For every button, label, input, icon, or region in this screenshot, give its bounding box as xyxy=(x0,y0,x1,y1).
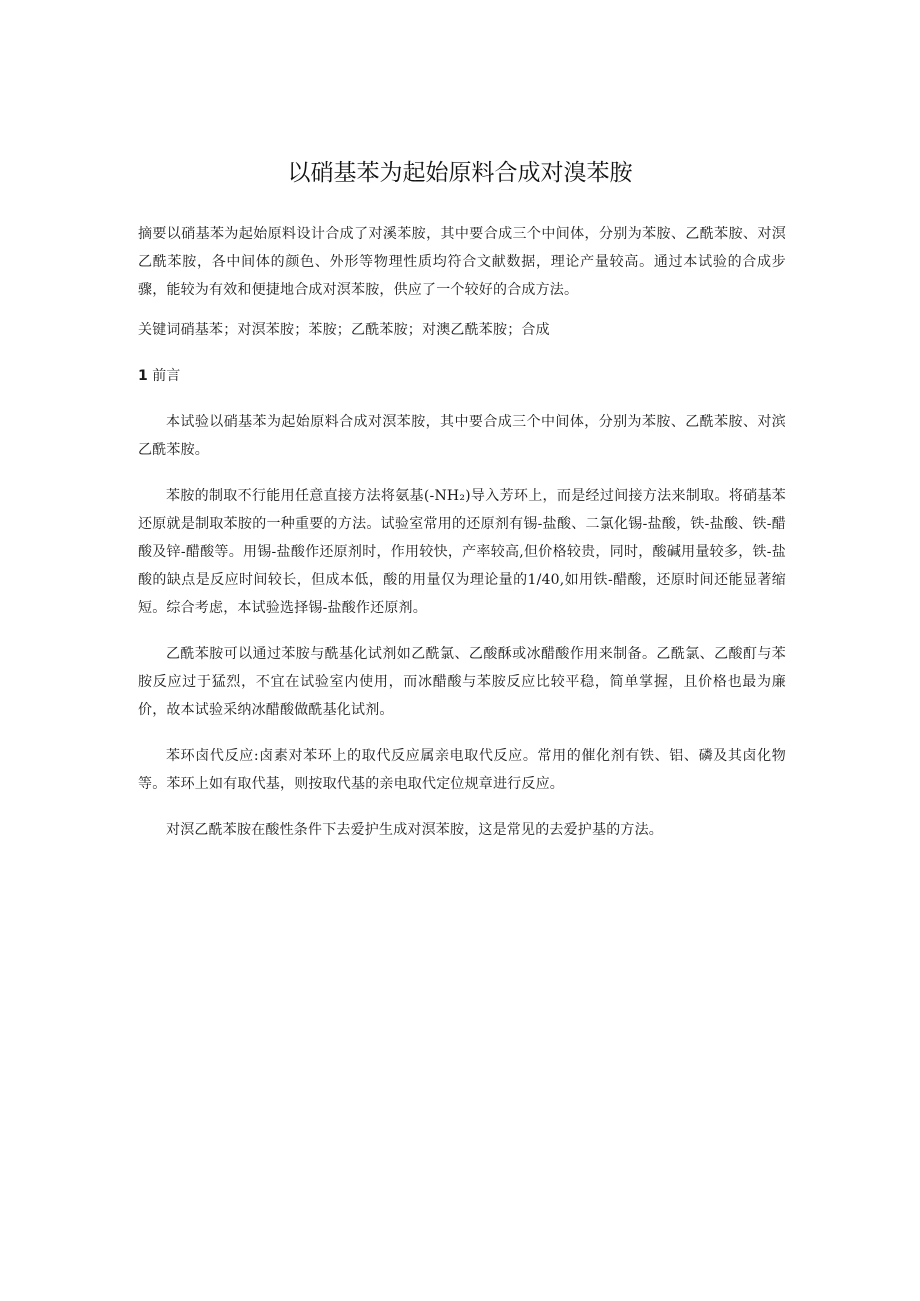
body-paragraph: 对溟乙酰苯胺在酸性条件下去爱护生成对溟苯胺，这是常见的去爱护基的方法。 xyxy=(166,822,663,838)
body-paragraph: 苯环卤代反应:卤素对苯环上的取代反应属亲电取代反应。常用的催化剂有铁、铝、磷及其卤化物等。苯环上如有取代基，则按取代基的亲电取代定位规章进行反应。 xyxy=(138,748,786,792)
abstract-paragraph: 摘要以硝基苯为起始原料设计合成了对溪苯胺，其中要合成三个中间体，分别为苯胺、乙酰苯胺、对溟乙酰苯胺，各中间体的颜色、外形等物理性质均符合文献数据，理论产量较高。通过本试验的合成步骤，能较为有效和便捷地合成对溟苯胺，供应了一个较好的合成方法。 xyxy=(138,226,786,298)
body-paragraph: 乙酰苯胺可以通过苯胺与酰基化试剂如乙酰氯、乙酸酥或冰醋酸作用来制备。乙酰氯、乙酸酊与苯胺反应过于猛烈，不宜在试验室内使用，而冰醋酸与苯胺反应比较平稳，简单掌握，且价格也最为廉价，故本试验采纳冰醋酸做酰基化试剂。 xyxy=(138,646,786,718)
section-number: 1 xyxy=(138,368,148,384)
document-body xyxy=(138,220,786,844)
section-title: 前言 xyxy=(152,368,181,384)
section-heading xyxy=(138,362,786,390)
keywords-line: 关键词硝基苯；对溟苯胺；苯胺；乙酰苯胺；对澳乙酰苯胺；合成 xyxy=(138,322,550,338)
body-paragraph: 苯胺的制取不行能用任意直接方法将氨基(-NH₂)导入芳环上，而是经过间接方法来制取。将硝基苯还原就是制取苯胺的一种重要的方法。试验室常用的还原剂有锡-盐酸、二氯化锡-盐酸，铁-盐酸、铁-醋酸及锌-醋酸等。用锡-盐酸作还原剂时，作用较快，产率较高,但价格较贵，同时，酸碱用量较多，铁-盐酸的缺点是反应时间较长，但成本低，酸的用量仅为理论量的1/40,如用铁-醋酸，还原时间还能显著缩短。综合考虑，本试验选择锡-盐酸作还原剂。 xyxy=(138,488,786,616)
body-paragraph: 本试验以硝基苯为起始原料合成对溟苯胺，其中要合成三个中间体，分别为苯胺、乙酰苯胺、对滨乙酰苯胺。 xyxy=(138,414,786,458)
document-title: 以硝基苯为起始原料合成对溴苯胺 xyxy=(287,160,633,186)
